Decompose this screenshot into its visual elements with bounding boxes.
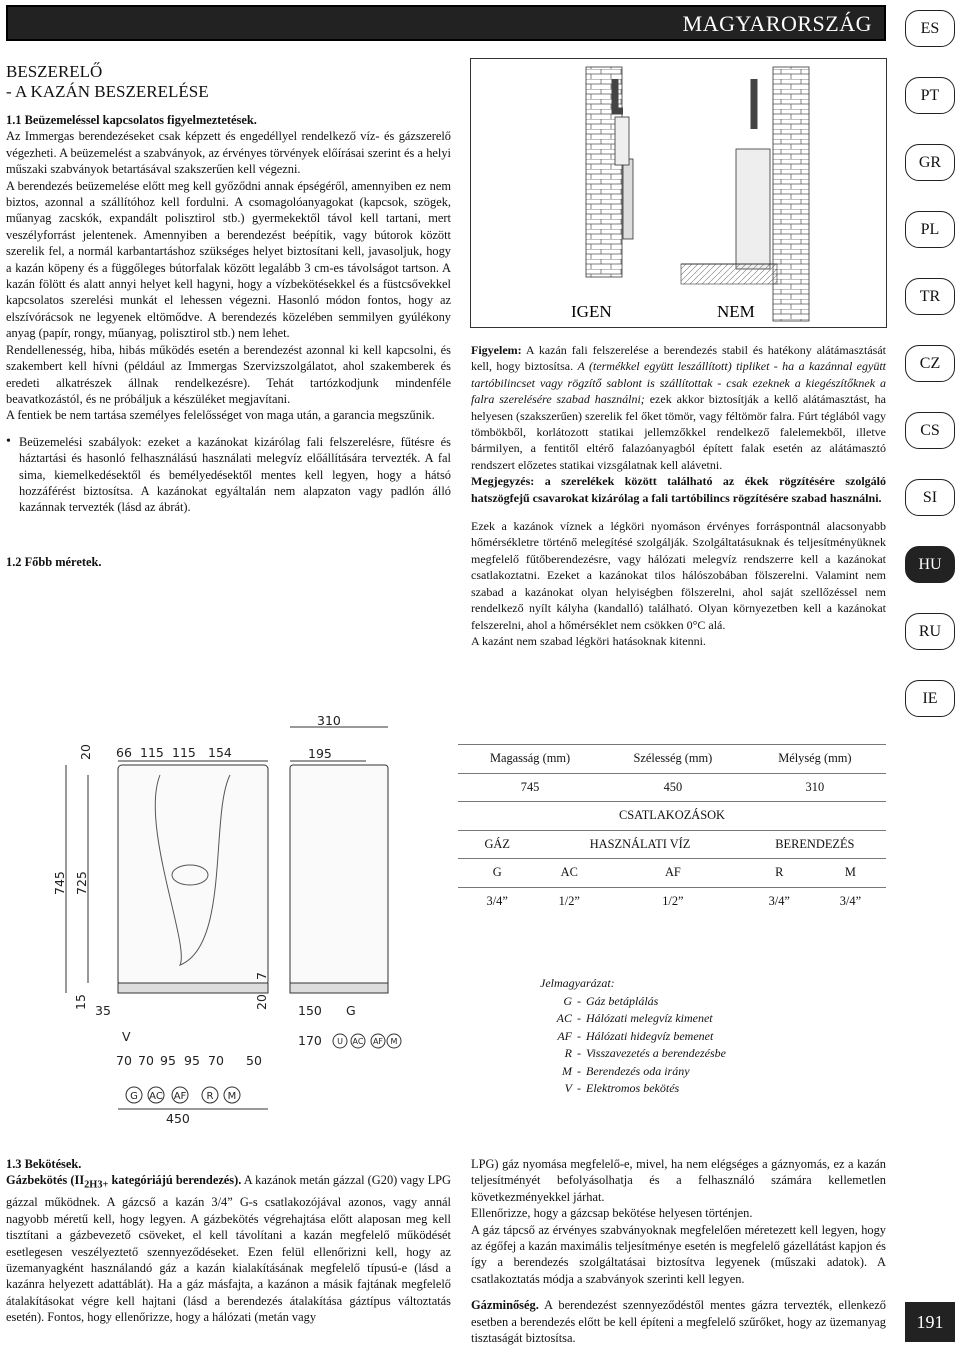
dim-20b: 20 bbox=[254, 994, 269, 1010]
dim-35: 35 bbox=[95, 1003, 111, 1018]
dim-195: 195 bbox=[308, 746, 332, 761]
gas-quality-text: A berendezést szennyeződéstől mentes gázra tervezték, ellenkező esetben a berendezés előtt be kell építeni a megfelelő szűrőket, hogy az üzemanyag tisztaságát biztosítsa. bbox=[471, 1298, 886, 1346]
table-cell: R bbox=[744, 859, 815, 888]
legend-key: G bbox=[563, 993, 572, 1008]
table-cell: 310 bbox=[744, 773, 886, 802]
paragraph: Rendellenesség, hiba, hibás működés esetén a berendezést azonnal ki kell kapcsolni, és szakembert kell hívni (például az Immergas Szervizszolgálatot, ahol szakemberek és eredeti alkatrészek állnak rendelkezésre). Tehát tartózkodjunk mindenféle beavatkozástól, és ne próbáljuk a készüléket megjavítani. bbox=[6, 342, 451, 406]
dim-bottom-2: 95 bbox=[160, 1053, 176, 1068]
table-row bbox=[458, 745, 886, 774]
connection-code: AC bbox=[352, 1037, 364, 1046]
installation-figure bbox=[470, 58, 887, 328]
connection-code: M bbox=[390, 1037, 398, 1046]
table-cell: AF bbox=[602, 859, 744, 888]
dim-154: 154 bbox=[208, 745, 232, 760]
language-tab-ie[interactable]: IE bbox=[905, 680, 955, 717]
table-cell: M bbox=[815, 859, 886, 888]
connection-code: AC bbox=[149, 1091, 163, 1102]
note-paragraph: Megjegyzés: a szerelékek között található az ékek rögzítésére szolgáló hatszögfejű csavarokat kizárólag a fali tartóbilincs rögzítésére szabad használni. bbox=[471, 474, 886, 505]
table-cell: 1/2” bbox=[602, 887, 744, 916]
table-cell: BERENDEZÉS bbox=[744, 830, 886, 859]
legend-value: Berendezés oda irány bbox=[586, 1063, 690, 1078]
legend-dash: - bbox=[577, 1081, 581, 1095]
dimensions-drawing bbox=[40, 705, 460, 1135]
right-column bbox=[471, 342, 886, 649]
language-tab-tr[interactable]: TR bbox=[905, 278, 955, 315]
page-header bbox=[6, 5, 886, 41]
legend-item bbox=[540, 1080, 726, 1098]
legend-title: Jelmagyarázat: bbox=[540, 976, 615, 990]
legend-value: Hálózati melegvíz kimenet bbox=[586, 1011, 713, 1025]
gas-text: A kazánok metán gázzal (G20) vagy LPG gázzal működnek. A gázcső a kazán 3/4” G-s csatlakozójával azonos, vagy annál nagyobb méretű kell, hogy legyen. A gázbekötés végrehajtása előtt alaposan meg kell tisztítani a gázbevezető csöveket, el kell távolítani a kazán megfelelő működését esetlegesen veszélyeztető szennyeződéseket. Ezen felül ellenőrizni kell, hogy az üzemanyagként használandó gáz a kazán kialakításának megfelelő típusú-e (lásd a kazánra helyezett adattáblát). Ha a gáz másfajta, a kazánon a másik fajtának megfelelő átalakításokat végre kell hajtani (lásd a berendezés átalakítása gáztípus változtatás esetén). Fontos, hogy ellenőrizze, hogy a hálózati (metán vagy bbox=[6, 1173, 451, 1325]
gas-label-text: Gázbekötés (II bbox=[6, 1173, 85, 1188]
paragraph: A berendezés beüzemelése előtt meg kell győződni annak épségéről, amennyiben ez nem biztos, azonnal a szállítóhoz kell fordulni. A csomagolóanyagokat (kapcsok, szögek, műanyag zacskók, expandált polisztirol stb.) gyermekektől távol kell tartani, mert veszélyforrást jelentenek. Amennyiben a berendezést beépítik, vagy bútorok között szerelik fel, a normál karbantartáshoz szükséges helyet biztosítani kell, javasoljuk, hogy a kazán köpeny és a függőleges bútorfalak között legalább 3 cm-es távolságot tartson. A kazán fölött és alatt annyi helyet kell hagyni, hogy a vízbekötésekkel és a füstcsővekkel kapcsolatos szerelési munkát el lehessen végezni. Hasonló módon fontos, hogy az elszívórácsok ne legyenek eltömődve. A berendezés közelében semmilyen gyúlékony anyag (papír, rongy, műanyag, polisztirol stb.) nem lehet. bbox=[6, 178, 451, 341]
language-tab-hu[interactable]: HU bbox=[905, 546, 955, 583]
installation-drawing bbox=[471, 59, 886, 327]
paragraph: LPG) gáz nyomása megfelelő-e, mivel, ha nem elégséges a gáznyomás, ez a kazán teljesítményét befolyásolhatja és a felhasználó számára kellemetlen következményekkel járhat. bbox=[471, 1157, 886, 1204]
table-cell: 3/4” bbox=[458, 887, 536, 916]
legend-item bbox=[540, 1063, 726, 1081]
language-tab-gr[interactable]: GR bbox=[905, 144, 955, 181]
bottom-left-column bbox=[6, 1156, 451, 1326]
paragraph: Az Immergas berendezéseket csak képzett és engedéllyel rendelkező víz- és gázszerelő végezheti. A beüzemelést a szabványok, az érvényes törvények előírásai szerint és a helyi műszaki szabványok betartásával szakszerűen kell végezni. bbox=[6, 129, 451, 177]
table-cell: G bbox=[458, 859, 536, 888]
legend-key: AC bbox=[556, 1011, 572, 1025]
paragraph: A gáz tápcső az érvényes szabványoknak megfelelően méretezett kell legyen, hogy az égőfej a kazán maximális teljesítménye esetén is megfelelő gázellátást kapjon és így a berendezés szolgáltatásai biztosítva legyenek (műszaki adatok). A csatlakoztatás módja a szabványok szerinti kell legyen. bbox=[471, 1222, 886, 1286]
connection-code: AF bbox=[173, 1091, 187, 1102]
legend-item bbox=[540, 993, 726, 1011]
gas-label bbox=[6, 1173, 242, 1191]
dim-bottom-3: 95 bbox=[184, 1053, 200, 1068]
bottom-right-column bbox=[471, 1156, 886, 1346]
dim-115a: 115 bbox=[140, 745, 164, 760]
gas-quality-label: Gázminőség. bbox=[471, 1298, 539, 1313]
table-row bbox=[458, 773, 886, 802]
dim-115b: 115 bbox=[172, 745, 196, 760]
warning-text-2: ezek akkor biztosítják a kellő alátámasztást, ha helyesen (szakszerűen) szerelik fel őket tömör, vagy féltömör falra. Fúrt téglából vagy tömbökből, korlátozott statikai jellemzőkkel rendelkező falelemekből, illetve bármilyen, a fentitől eltérő falazóanyagból épített falak esetén az alátámasztó rendszert előzetes statikai vizsgálatnak kell alávetni. bbox=[471, 392, 887, 472]
dim-66: 66 bbox=[116, 745, 132, 760]
legend-value: Hálózati hidegvíz bemenet bbox=[586, 1028, 714, 1043]
legend-dash: - bbox=[577, 993, 581, 1008]
language-tab-cs[interactable]: CS bbox=[905, 412, 955, 449]
legend-key: M bbox=[562, 1063, 572, 1078]
table-cell: GÁZ bbox=[458, 830, 536, 859]
legend-value: Visszavezetés a berendezésbe bbox=[586, 1046, 726, 1060]
dim-bottom-5: 50 bbox=[246, 1053, 262, 1068]
legend-dash: - bbox=[577, 1046, 581, 1060]
warning-paragraph bbox=[471, 342, 886, 473]
table-cell: 3/4” bbox=[744, 887, 815, 916]
legend-key: R bbox=[564, 1046, 572, 1060]
section-title-1: BESZERELŐ bbox=[6, 62, 103, 81]
table-cell: 3/4” bbox=[815, 887, 886, 916]
connection-code: U bbox=[337, 1037, 343, 1046]
dim-170: 170 bbox=[298, 1033, 322, 1048]
language-tab-pt[interactable]: PT bbox=[905, 77, 955, 114]
gas-label-sub: 2H3+ bbox=[84, 1179, 109, 1191]
legend-item bbox=[540, 1045, 726, 1063]
legend-dash: - bbox=[577, 1028, 581, 1043]
legend-key: V bbox=[564, 1081, 572, 1095]
language-tab-es[interactable]: ES bbox=[905, 10, 955, 47]
dim-745: 745 bbox=[52, 871, 67, 895]
legend bbox=[540, 975, 726, 1098]
dim-bottom-4: 70 bbox=[208, 1053, 224, 1068]
legend-value: Gáz betáplálás bbox=[586, 993, 659, 1008]
legend-dash: - bbox=[577, 1063, 581, 1078]
connection-code: R bbox=[206, 1091, 214, 1102]
dim-bottom-1: 70 bbox=[138, 1053, 154, 1068]
table-row bbox=[458, 830, 886, 859]
gas-label-text-2: kategóriájú berendezés). bbox=[108, 1173, 242, 1188]
page-number: 191 bbox=[905, 1302, 955, 1342]
legend-dash: - bbox=[577, 1011, 581, 1025]
dim-bottom-0: 70 bbox=[116, 1053, 132, 1068]
bullet-item: • Beüzemelési szabályok: ezeket a kazánokat kizárólag fali felszerelésre, fűtésre és háztartási és hasonló felhasználású használati melegvíz előállítására tervezték. A fal sima, kiemelkedésektől és bemélyedésektől mentes kell legyen, hogy a hátsó hozzáférést biztosítsa. A kazánokat egyáltalán nem alapzaton vagy padlón álló kazánnak tervezték (lásd az ábrát). bbox=[6, 434, 451, 516]
language-tab-pl[interactable]: PL bbox=[905, 211, 955, 248]
paragraph: A kazánt nem szabad légköri hatásoknak kitenni. bbox=[471, 633, 706, 648]
table-cell: HASZNÁLATI VÍZ bbox=[536, 830, 743, 859]
connection-code: AF bbox=[372, 1037, 384, 1046]
paragraph bbox=[471, 1297, 886, 1346]
label-v: V bbox=[122, 1029, 131, 1044]
legend-item bbox=[540, 1010, 726, 1028]
language-tab-ru[interactable]: RU bbox=[905, 613, 955, 650]
warning-italic: A (termékkel együtt leszállított) tipliket - ha a kazánnal együtt tartóbilincset vagy rögzítő sablont is szállítottak - csak ezeknek a kiegészítőknek a falra szerelésére szabad használni; bbox=[471, 359, 886, 407]
dim-310: 310 bbox=[317, 713, 341, 728]
country-title: MAGYARORSZÁG bbox=[682, 11, 872, 36]
language-tabs bbox=[905, 10, 955, 747]
connection-code: G bbox=[130, 1091, 138, 1102]
dimensions-table bbox=[458, 744, 886, 916]
section-1-2-heading: 1.2 Főbb méretek. bbox=[6, 554, 102, 569]
table-cell: 745 bbox=[458, 773, 602, 802]
left-column bbox=[6, 62, 451, 570]
table-cell: AC bbox=[536, 859, 602, 888]
table-cell: CSATLAKOZÁSOK bbox=[458, 802, 886, 831]
paragraph: Ellenőrizze, hogy a gázcsap bekötése helyesen történjen. bbox=[471, 1206, 753, 1221]
nem-label: NEM bbox=[717, 302, 755, 321]
label-g: G bbox=[346, 1003, 356, 1018]
paragraph: Ezek a kazánok víznek a légköri nyomáson érvényes forráspontnál alacsonyabb hőmérsékletre történő melegítésé szolgálják. Szolgáltatásuknak és teljesítményüknek megfelelő fűtőberendezésre, vagy hálózati melegvíz rendszerre kell a kazánokat csatlakoztatni. Ezeket a kazánokat tilos hálószobában fölszerelni. Valamint nem szabad a kazánokat olyan helyiségben fölszerelni, ahol saját szellőzéssel nem rendelkező nyílt kályha (kandalló) található. Olyan környezetben kell a kazánokat felszerelni, ahol a hőmérséklet nem csökken 0°C alá. bbox=[471, 519, 886, 632]
table-cell: Szélesség (mm) bbox=[602, 745, 744, 774]
legend-key: AF bbox=[557, 1028, 572, 1043]
section-title-2: - A KAZÁN BESZERELÉSE bbox=[6, 82, 209, 101]
dim-15: 15 bbox=[73, 994, 88, 1010]
paragraph: A fentiek be nem tartása személyes felelősséget von maga után, a garancia megszűnik. bbox=[6, 408, 435, 423]
igen-label: IGEN bbox=[571, 302, 612, 321]
language-tab-cz[interactable]: CZ bbox=[905, 345, 955, 382]
table-cell: Magasság (mm) bbox=[458, 745, 602, 774]
dim-7: 7 bbox=[254, 972, 269, 980]
dim-725: 725 bbox=[74, 871, 89, 895]
dim-150: 150 bbox=[298, 1003, 322, 1018]
table-row bbox=[458, 887, 886, 916]
warning-text: A kazán fali felszerelése a berendezés stabil és hatékony alátámasztását kell, hogy biztosítsa. bbox=[471, 343, 886, 374]
warning-label: Figyelem: bbox=[471, 343, 522, 357]
legend-value: Elektromos bekötés bbox=[586, 1081, 680, 1095]
section-1-1-heading: 1.1 Beüzemeléssel kapcsolatos figyelmeztetések. bbox=[6, 113, 257, 127]
dim-20: 20 bbox=[78, 744, 93, 760]
paragraph bbox=[6, 1172, 451, 1325]
dim-450: 450 bbox=[166, 1111, 190, 1126]
section-1-3-heading: 1.3 Bekötések. bbox=[6, 1157, 82, 1171]
table-cell: Mélység (mm) bbox=[744, 745, 886, 774]
connection-code: M bbox=[227, 1091, 237, 1102]
table-cell: 450 bbox=[602, 773, 744, 802]
legend-item bbox=[540, 1028, 726, 1046]
table-row bbox=[458, 802, 886, 831]
table-cell: 1/2” bbox=[536, 887, 602, 916]
language-tab-si[interactable]: SI bbox=[905, 479, 955, 516]
table-row bbox=[458, 859, 886, 888]
